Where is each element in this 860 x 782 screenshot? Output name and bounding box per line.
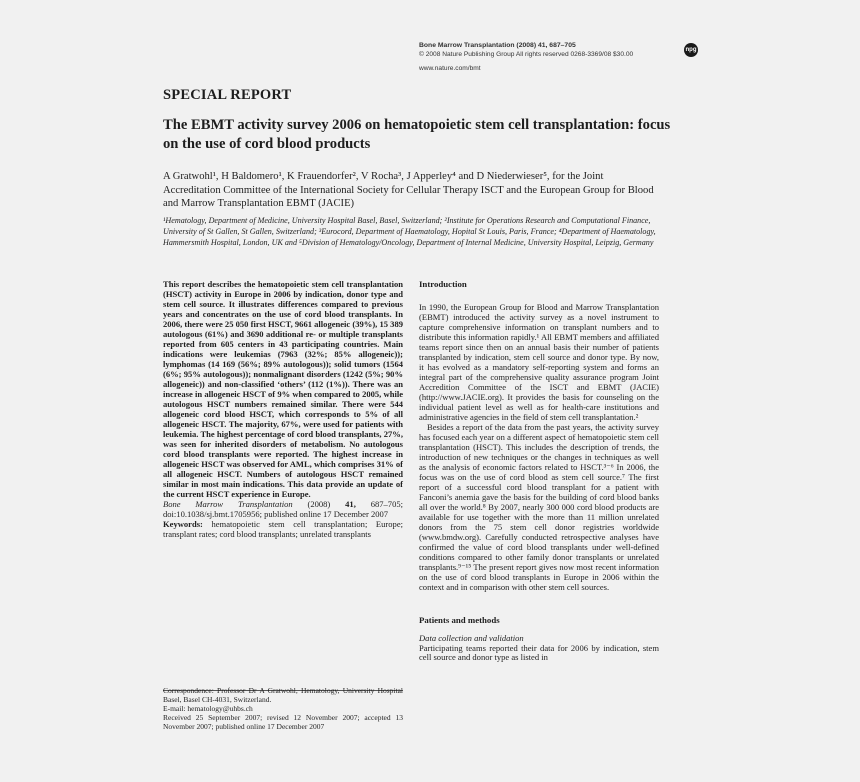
left-column bbox=[163, 279, 403, 539]
introduction-paragraph-1: In 1990, the European Group for Blood and Marrow Transplantation (EBMT) introduced the activity survey as a novel instrument to capture comprehensive information on transplant numbers and to distribute this information rapidly.¹ All EBMT members and affiliated teams report since then on an annual basis their number of patients transplanted by indication, stem cell source and donor type. By now, it has evolved as a mandatory self-reporting system and forms an integral part of the comprehensive quality assurance program Joint Accredition Committee of the ISCT and EBMT (JACIE) (http://www.JACIE.org). It provides the basis for counseling on the individual patient level as well as for health-care institutions and administrative agencies in the field of stem cell transplantation.² bbox=[419, 301, 659, 422]
affiliations: ¹Hematology, Department of Medicine, University Hospital Basel, Basel, Switzerland; ²Institute for Operations Research and Computational Finance, University of St Gallen, St Gallen, Switzerland; ³Eurocord, Department of Haematology, Hopital St Louis, Paris, France; ⁴Department of Haematology, Hammersmith Hospital, London, UK and ⁵Division of Hematology/Oncology, Department of Internal Medicine, University Hospital, Leipzig, Germany bbox=[163, 216, 656, 248]
correspondence-email[interactable]: E-mail: hematology@uhbs.ch bbox=[163, 704, 253, 714]
methods-subheading: Data collection and validation bbox=[419, 632, 524, 643]
journal-citation-line: Bone Marrow Transplantation (2008) 41, 687–705 bbox=[419, 42, 576, 49]
methods-heading: Patients and methods bbox=[419, 614, 500, 625]
copyright-line: © 2008 Nature Publishing Group All rights reserved 0268-3369/08 $30.00 bbox=[419, 51, 634, 58]
citation-volume: 41, bbox=[345, 498, 356, 509]
citation bbox=[163, 499, 403, 519]
citation-details-a: (2008) bbox=[292, 498, 346, 509]
journal-header bbox=[419, 41, 633, 73]
introduction-paragraph-2: Besides a report of the data from the past years, the activity survey has focused each year on a different aspect of hematopoietic stem cell transplantation (HSCT). This includes the description of trends, the introduction of new techniques or the changes in techniques as well as the analysis of economic factors related to HSCT.³⁻⁶ In 2006, the focus was on the use of cord blood as stem cell source.⁷ The first report of a successful cord blood transplant for a patient with Fanconi’s anemia gave the basis for the building of cord blood banks all over the world.⁸ By 2007, nearly 300 000 cord blood products are available for use together with the more than 11 million unrelated donors from the 75 stem cell donor registries worldwide (www.bmdw.org). Carefully conducted retrospective analyses have confirmed the value of cord blood transplants under well-defined conditions compared to other family donor transplants or unrelated transplants.⁹⁻¹⁵ The present report gives now most recent information on the use of cord blood transplants in Europe in 2006 within the context and in comparison with other stem cell sources. bbox=[419, 421, 659, 592]
keywords bbox=[163, 519, 403, 539]
article-dates: Received 25 September 2007; revised 12 November 2007; accepted 13 November 2007; published online 17 December 2007 bbox=[163, 713, 403, 732]
correspondence-address: Correspondence: Professor Dr A Gratwohl, Hematology, University Hospital Basel, Basel CH-4031, Switzerland. bbox=[163, 686, 403, 705]
section-label: SPECIAL REPORT bbox=[163, 87, 292, 103]
author-list: A Gratwohl¹, H Baldomero¹, K Frauendorfer², V Rocha³, J Apperley⁴ and D Niederwieser⁵, for the Joint Accreditation Committee of the International Society for Cellular Therapy ISCT and the European Group for Blood and Marrow Transplantation EBMT (JACIE) bbox=[163, 171, 654, 209]
keywords-label: Keywords: bbox=[163, 518, 203, 529]
article-title: The EBMT activity survey 2006 on hematopoietic stem cell transplantation: focus on the use of cord blood products bbox=[163, 117, 671, 152]
npg-logo-icon: npg bbox=[684, 43, 698, 57]
journal-website-link[interactable]: www.nature.com/bmt bbox=[419, 65, 481, 72]
right-column bbox=[419, 279, 659, 662]
introduction-heading: Introduction bbox=[419, 279, 467, 289]
keywords-text: hematopoietic stem cell transplantation; Europe; transplant rates; cord blood transplants; unrelated transplants bbox=[163, 518, 403, 539]
citation-details-b: 687–705; doi:10.1038/sj.bmt.1705956; published online 17 December 2007 bbox=[163, 498, 403, 519]
abstract: This report describes the hematopoietic stem cell transplantation (HSCT) activity in Europe in 2006 by indication, donor type and stem cell source. It illustrates differences compared to previous years and concentrates on the use of cord blood transplants. In 2006, there were 25 050 first HSCT, 9661 allogeneic (39%), 15 389 autologous (61%) and 3690 additional re- or multiple transplants reported from 605 centers in 43 participating countries. Main indications were leukemias (7963 (32%; 85% allogeneic)); lymphomas (14 169 (56%; 89% autologous)); solid tumors (1564 (6%; 95% autologous)); nonmalignant disorders (1242 (5%; 90% allogeneic)) and non-classified ‘others’ (112 (1%)). There was an increase in allogeneic HSCT of 9% when compared to 2005, while autologous HSCT numbers remained similar. There were 544 allogeneic cord blood HSCT, which corresponds to 5% of all allogeneic HSCT. The majority, 67%, were used for patients with leukemia. The highest percentage of cord blood transplants, 27%, was seen for inherited disorders of metabolism. No autologous cord blood transplants were reported. The highest increase in allogeneic HSCT was observed for AML, which comprises 31% of all allogeneic HSCT. Numbers of autologous HSCT remained similar in most main indications. This data provide an update of the current HSCT experience in Europe. bbox=[163, 279, 403, 499]
methods-paragraph-1: Participating teams reported their data for 2006 by indication, stem cell source and donor type as listed in bbox=[419, 642, 659, 663]
citation-journal: Bone Marrow Transplantation bbox=[163, 498, 293, 509]
correspondence-footnote bbox=[163, 686, 403, 731]
